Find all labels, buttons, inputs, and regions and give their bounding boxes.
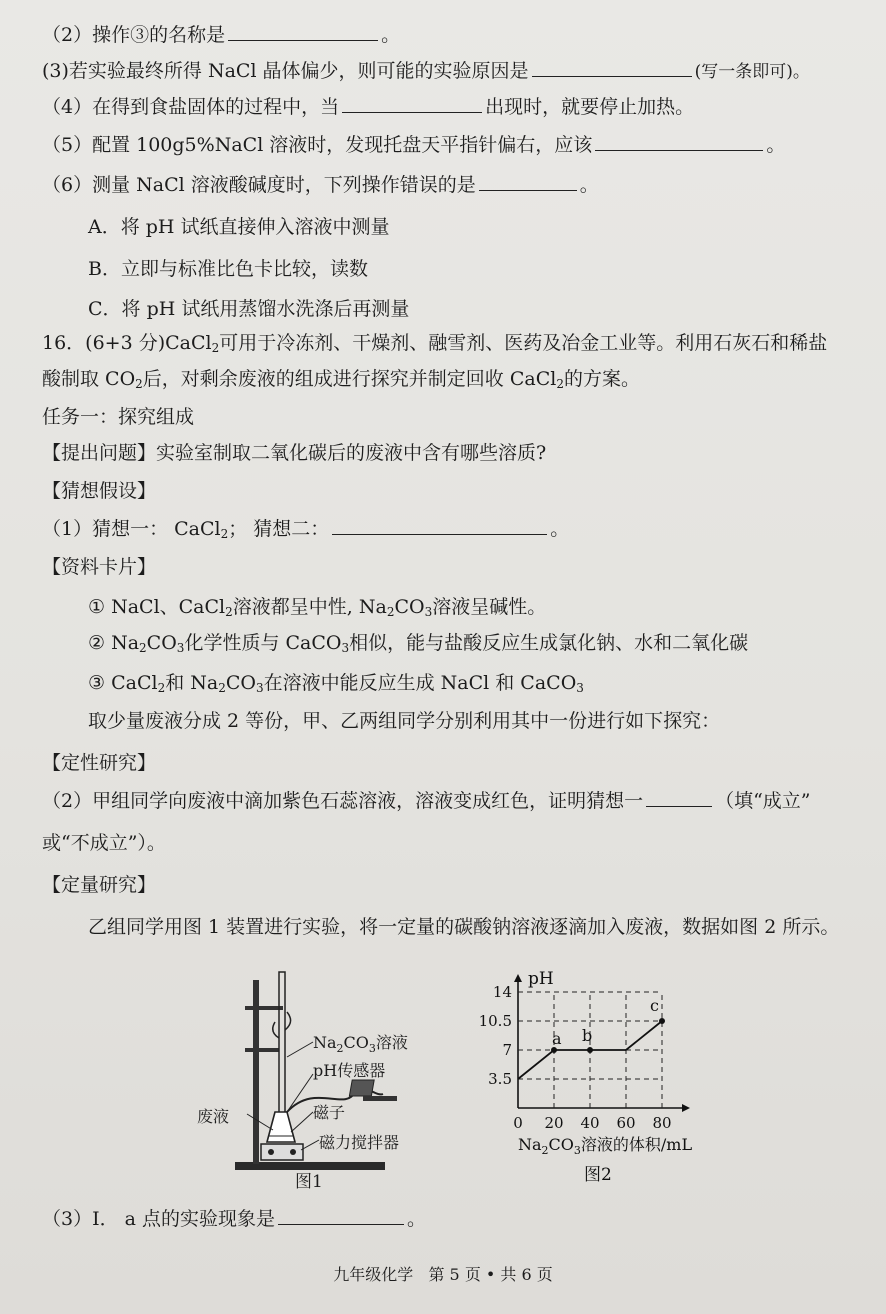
q16-intro-text: 可用于冷冻剂、干燥剂、融雪剂、医药及冶金工业等。利用石灰石和稀盐 [219,332,828,354]
q15-5-end: 。 [766,134,786,156]
answer-blank[interactable] [646,788,712,807]
point-b [587,1047,593,1053]
hypothesis-text: ； 猜想二： [228,518,330,540]
answer-blank[interactable] [278,1206,404,1225]
label-magnet: 磁子 [313,1103,346,1122]
qualitative-text: （2）甲组同学向废液中滴加紫色石蕊溶液，溶液变成红色，证明猜想一 [42,790,644,812]
card-text: 化学性质与 CaCO [184,632,342,654]
card-text: ② Na [88,632,140,654]
burette [279,972,285,1132]
y-axis-label: pH [528,969,554,989]
point-label-b: b [582,1026,593,1045]
option-a[interactable]: A．将 pH 试纸直接伸入溶液中测量 [88,216,390,238]
card-item-1: ① NaCl、CaCl$_2$溶液都呈中性, $Na_2CO_3$溶液呈碱性。 [88,596,547,619]
q16-intro-line1: 16．(6+3 分)CaCl$_2$可用于冷冻剂、干燥剂、融雪剂、医药及冶金工业等。利用石灰石和稀盐 [42,332,828,355]
q15-2 [42,22,400,48]
q15-4-end: 出现时，就要停止加热。 [485,96,695,118]
q15-2-end: 。 [381,24,401,46]
point-label-a: a [552,1029,562,1048]
card-text: ① NaCl、CaCl [88,596,226,618]
card-item-3: ③ CaCl$_2$和 $Na_2CO_3$在溶液中能反应生成 NaCl 和 CaCO$_3$ [88,672,584,695]
qualitative-text: （填“成立” [715,790,811,812]
card-item-2: ② $Na_2CO_3$化学性质与 CaCO$_3$相似，能与盐酸反应生成氯化钠、水和二氧化碳 [88,632,749,655]
q16-3 [42,1206,426,1232]
sample-text: 取少量废液分成 2 等份，甲、乙两组同学分别利用其中一份进行如下探究： [88,710,721,732]
data-card-head: 【资料卡片】 [42,556,157,578]
q16-intro-text: 16．(6+3 分)CaCl [42,332,212,354]
label-ph-sensor: pH传感器 [313,1061,386,1080]
figure-2-ph-chart [470,968,730,1194]
hypothesis-head: 【猜想假设】 [42,480,157,502]
card-text: 和 Na [165,672,219,694]
hypothesis-text: （1）猜想一： CaCl [42,518,221,540]
q15-4 [42,94,694,120]
q16-3-end: 。 [407,1208,427,1230]
laptop [349,1080,374,1096]
q15-5-text: （5）配置 100g5%NaCl 溶液时，发现托盘天平指针偏右，应该 [42,134,593,156]
q16-intro-text: 后，对剩余废液的组成进行探究并制定回收 CaCl [142,368,557,390]
point-c [659,1018,665,1024]
question-text: 实验室制取二氧化碳后的废液中含有哪些溶质? [156,442,547,464]
x-tick-label: 60 [616,1114,636,1132]
answer-blank[interactable] [332,516,547,535]
magnetic-stirrer [261,1144,303,1160]
quantitative-text: 乙组同学用图 1 装置进行实验，将一定量的碳酸钠溶液逐滴加入废液，数据如图 2 所示。 [88,916,840,938]
qualitative-line [42,788,811,814]
label-na2co3-solution: $Na_2CO_3$溶液 [313,1033,408,1055]
q15-3 [42,58,810,85]
qualitative-head: 【定性研究】 [42,752,157,774]
page-footer [0,1262,886,1285]
qualitative-line-2: 或“不成立”）。 [42,832,166,854]
figure-2-caption: 图2 [584,1165,612,1185]
q15-3-end: (写一条即可)。 [694,62,810,82]
q15-3-text: (3)若实验最终所得 NaCl 晶体偏少，则可能的实验原因是 [42,60,529,82]
q16-3-text: （3）Ⅰ． a 点的实验现象是 [42,1208,276,1230]
x-tick-label: 20 [544,1114,564,1132]
card-text: 相似，能与盐酸反应生成氯化钠、水和二氧化碳 [349,632,749,654]
answer-blank[interactable] [479,172,577,191]
figure-1-caption: 图1 [295,1172,323,1192]
hypothesis-end: 。 [550,518,570,540]
card-text: CO [394,596,425,618]
task-one: 任务一：探究组成 [42,406,195,428]
q15-2-text: （2）操作③的名称是 [42,24,226,46]
quantitative-head: 【定量研究】 [42,874,157,896]
section-head: 【提出问题】 [42,442,157,464]
q16-intro-text: 的方案。 [563,368,640,390]
label-stirrer: 磁力搅拌器 [319,1133,400,1152]
card-text: CO [146,632,177,654]
card-text: 溶液呈碱性。 [432,596,547,618]
hypothesis-line: （1）猜想一： CaCl$_2$； 猜想二： 。 [42,518,570,541]
label-waste-liquid: 废液 [197,1107,230,1126]
y-tick-label: 10.5 [478,1012,512,1030]
q16-intro-text: 酸制取 CO [42,368,136,390]
figure-1-apparatus [195,962,445,1197]
q15-6-text: （6）测量 NaCl 溶液酸碱度时，下列操作错误的是 [42,174,476,196]
x-axis-label: $Na_2CO_3$溶液的体积/mL [518,1135,693,1157]
answer-blank[interactable] [595,132,763,151]
q15-6 [42,172,599,198]
option-c[interactable]: C．将 pH 试纸用蒸馏水洗涤后再测量 [88,298,410,320]
card-text: ③ CaCl [88,672,158,694]
q15-5 [42,132,785,158]
y-tick-label: 7 [502,1041,512,1059]
beaker [267,1112,295,1142]
footer-subject: 九年级化学 [333,1265,414,1284]
card-text: CO [225,672,256,694]
point-label-c: c [650,996,659,1015]
footer-page-number: 第 5 页 • 共 6 页 [428,1265,553,1284]
card-text: 在溶液中能反应生成 NaCl 和 CaCO [263,672,577,694]
x-tick-label: 80 [652,1114,672,1132]
q15-6-end: 。 [579,174,599,196]
question-section [42,440,546,466]
x-tick-label: 40 [580,1114,600,1132]
option-b[interactable]: B．立即与标准比色卡比较，读数 [88,258,368,280]
answer-blank[interactable] [228,22,378,41]
answer-blank[interactable] [532,58,692,77]
answer-blank[interactable] [342,94,482,113]
x-tick-label: 0 [513,1114,523,1132]
card-text: 溶液都呈中性, Na [232,596,387,618]
y-tick-label: 3.5 [488,1070,512,1088]
q15-4-text: （4）在得到食盐固体的过程中，当 [42,96,340,118]
y-tick-label: 14 [492,983,512,1001]
q16-intro-line2: 酸制取 $CO_2$后，对剩余废液的组成进行探究并制定回收 CaCl$_2$的方案。 [42,368,640,391]
